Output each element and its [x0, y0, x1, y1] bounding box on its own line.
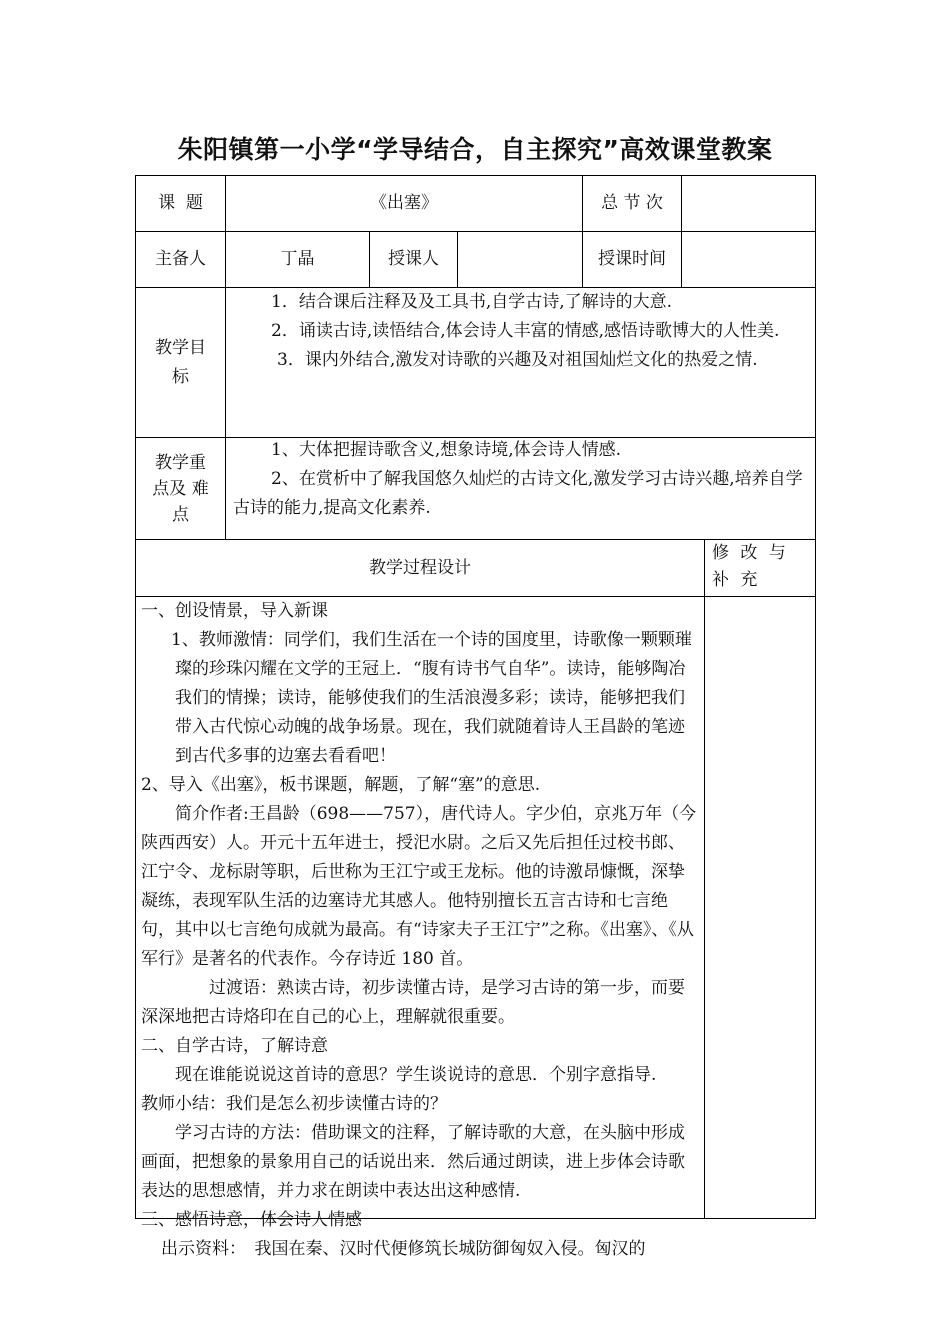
revision-header: 修 改 与 补 充	[712, 543, 789, 590]
keypoints-label	[136, 438, 225, 539]
keypoints-label-line2: 点及 难	[152, 478, 209, 499]
section-2-title: 二、自学古诗，了解诗意	[141, 1036, 328, 1056]
total-periods-label: 总 节 次	[601, 193, 663, 213]
keypoints-label-line3: 点	[172, 504, 189, 525]
section-2-paragraph-3: 学习古诗的方法：借助课文的注释，了解诗歌的大意，在头脑中形成画面，把想象的景象用自己的话说出来．然后通过朗读，进上步体会诗歌表达的思想感情，并力求在朗读中表达出这种感情.	[141, 1123, 685, 1201]
keypoints-label-line1: 教学重	[155, 452, 206, 473]
teacher-value	[458, 232, 582, 287]
objective-item-1: 1．结合课后注释及及工具书,自学古诗,了解诗的大意.	[271, 292, 673, 312]
keypoint-item-1: 1、大体把握诗歌含义,想象诗境,体会诗人情感.	[271, 440, 622, 460]
time-value	[682, 232, 815, 287]
process-content	[141, 597, 699, 1259]
preparer-value: 丁晶	[280, 249, 315, 269]
document-title: 朱阳镇第一小学“学导结合，自主探究”高效课堂教案	[177, 135, 773, 164]
section-1-paragraph-2: 2、导入《出塞》，板书课题，解题，了解“塞”的意思.	[141, 775, 541, 795]
objectives-label	[136, 288, 225, 437]
total-periods-value	[682, 176, 815, 231]
table-border-right	[815, 175, 816, 1219]
teacher-label: 授课人	[388, 249, 439, 269]
section-2-paragraph-2: 教师小结：我们是怎么初步读懂古诗的？	[141, 1094, 447, 1114]
section-3-paragraph-1: 出示资料： 我国在秦、汉时代便修筑长城防御匈奴入侵。匈汉的	[161, 1239, 646, 1259]
process-header: 教学过程设计	[369, 557, 471, 578]
section-1-title: 一、创设情景，导入新课	[141, 601, 328, 621]
section-3-title: 三、感悟诗意，体会诗人情感	[141, 1210, 362, 1230]
col-divider-revision	[704, 539, 705, 1219]
objective-item-2: 2．诵读古诗,读悟结合,体会诗人丰富的情感,感悟诗歌博大的人性美.	[271, 321, 780, 341]
keypoints-content	[233, 436, 811, 523]
section-1-paragraph-4: 过渡语：熟读古诗，初步读懂古诗，是学习古诗的第一步，而要深深地把古诗烙印在自己的心上，理解就很重要。	[141, 978, 685, 1027]
keypoint-item-2: 2、在赏析中了解我国悠久灿烂的古诗文化,激发学习古诗兴趣,培养自学古诗的能力,提高文化素养.	[233, 469, 803, 518]
section-1-paragraph-1: 1、教师激情：同学们，我们生活在一个诗的国度里，诗歌像一颗颗璀璨的珍珠闪耀在文学的王冠上．“腹有诗书气自华”。读诗，能够陶冶我们的情操；读诗，能够使我们的生活浪漫多彩；读诗，能够把我们带入古代惊心动魄的战争场景。现在，我们就随着诗人王昌龄的笔迹到古代多事的边塞去看看吧！	[171, 630, 692, 766]
preparer-label: 主备人	[155, 249, 206, 269]
section-1-paragraph-3: 简介作者:王昌龄（698——757），唐代诗人。字少伯，京兆万年（今陕西西安）人。开元十五年进士，授汜水尉。之后又先后担任过校书郎、江宁令、龙标尉等职，后世称为王江宁或王龙标。他的诗激昂慷慨，深挚凝练，表现军队生活的边塞诗尤其感人。他特别擅长五言古诗和七言绝句，其中以七言绝句成就为最高。有“诗家夫子王江宁”之称。《出塞》、《从军行》是著名的代表作。今存诗近 180 首。	[141, 804, 697, 969]
section-2-paragraph-1: 现在谁能说说这首诗的意思？学生谈说诗的意思．个别字意指导.	[175, 1065, 657, 1085]
time-label: 授课时间	[598, 249, 666, 269]
topic-label: 课 题	[158, 193, 203, 213]
objectives-label-line1: 教学目	[155, 337, 206, 358]
objectives-content	[233, 288, 811, 375]
objectives-label-line2: 标	[172, 366, 189, 387]
topic-value: 《出塞》	[370, 193, 438, 213]
objective-item-3: 3．课内外结合,激发对诗歌的兴趣及对祖国灿烂文化的热爱之情.	[277, 350, 758, 370]
